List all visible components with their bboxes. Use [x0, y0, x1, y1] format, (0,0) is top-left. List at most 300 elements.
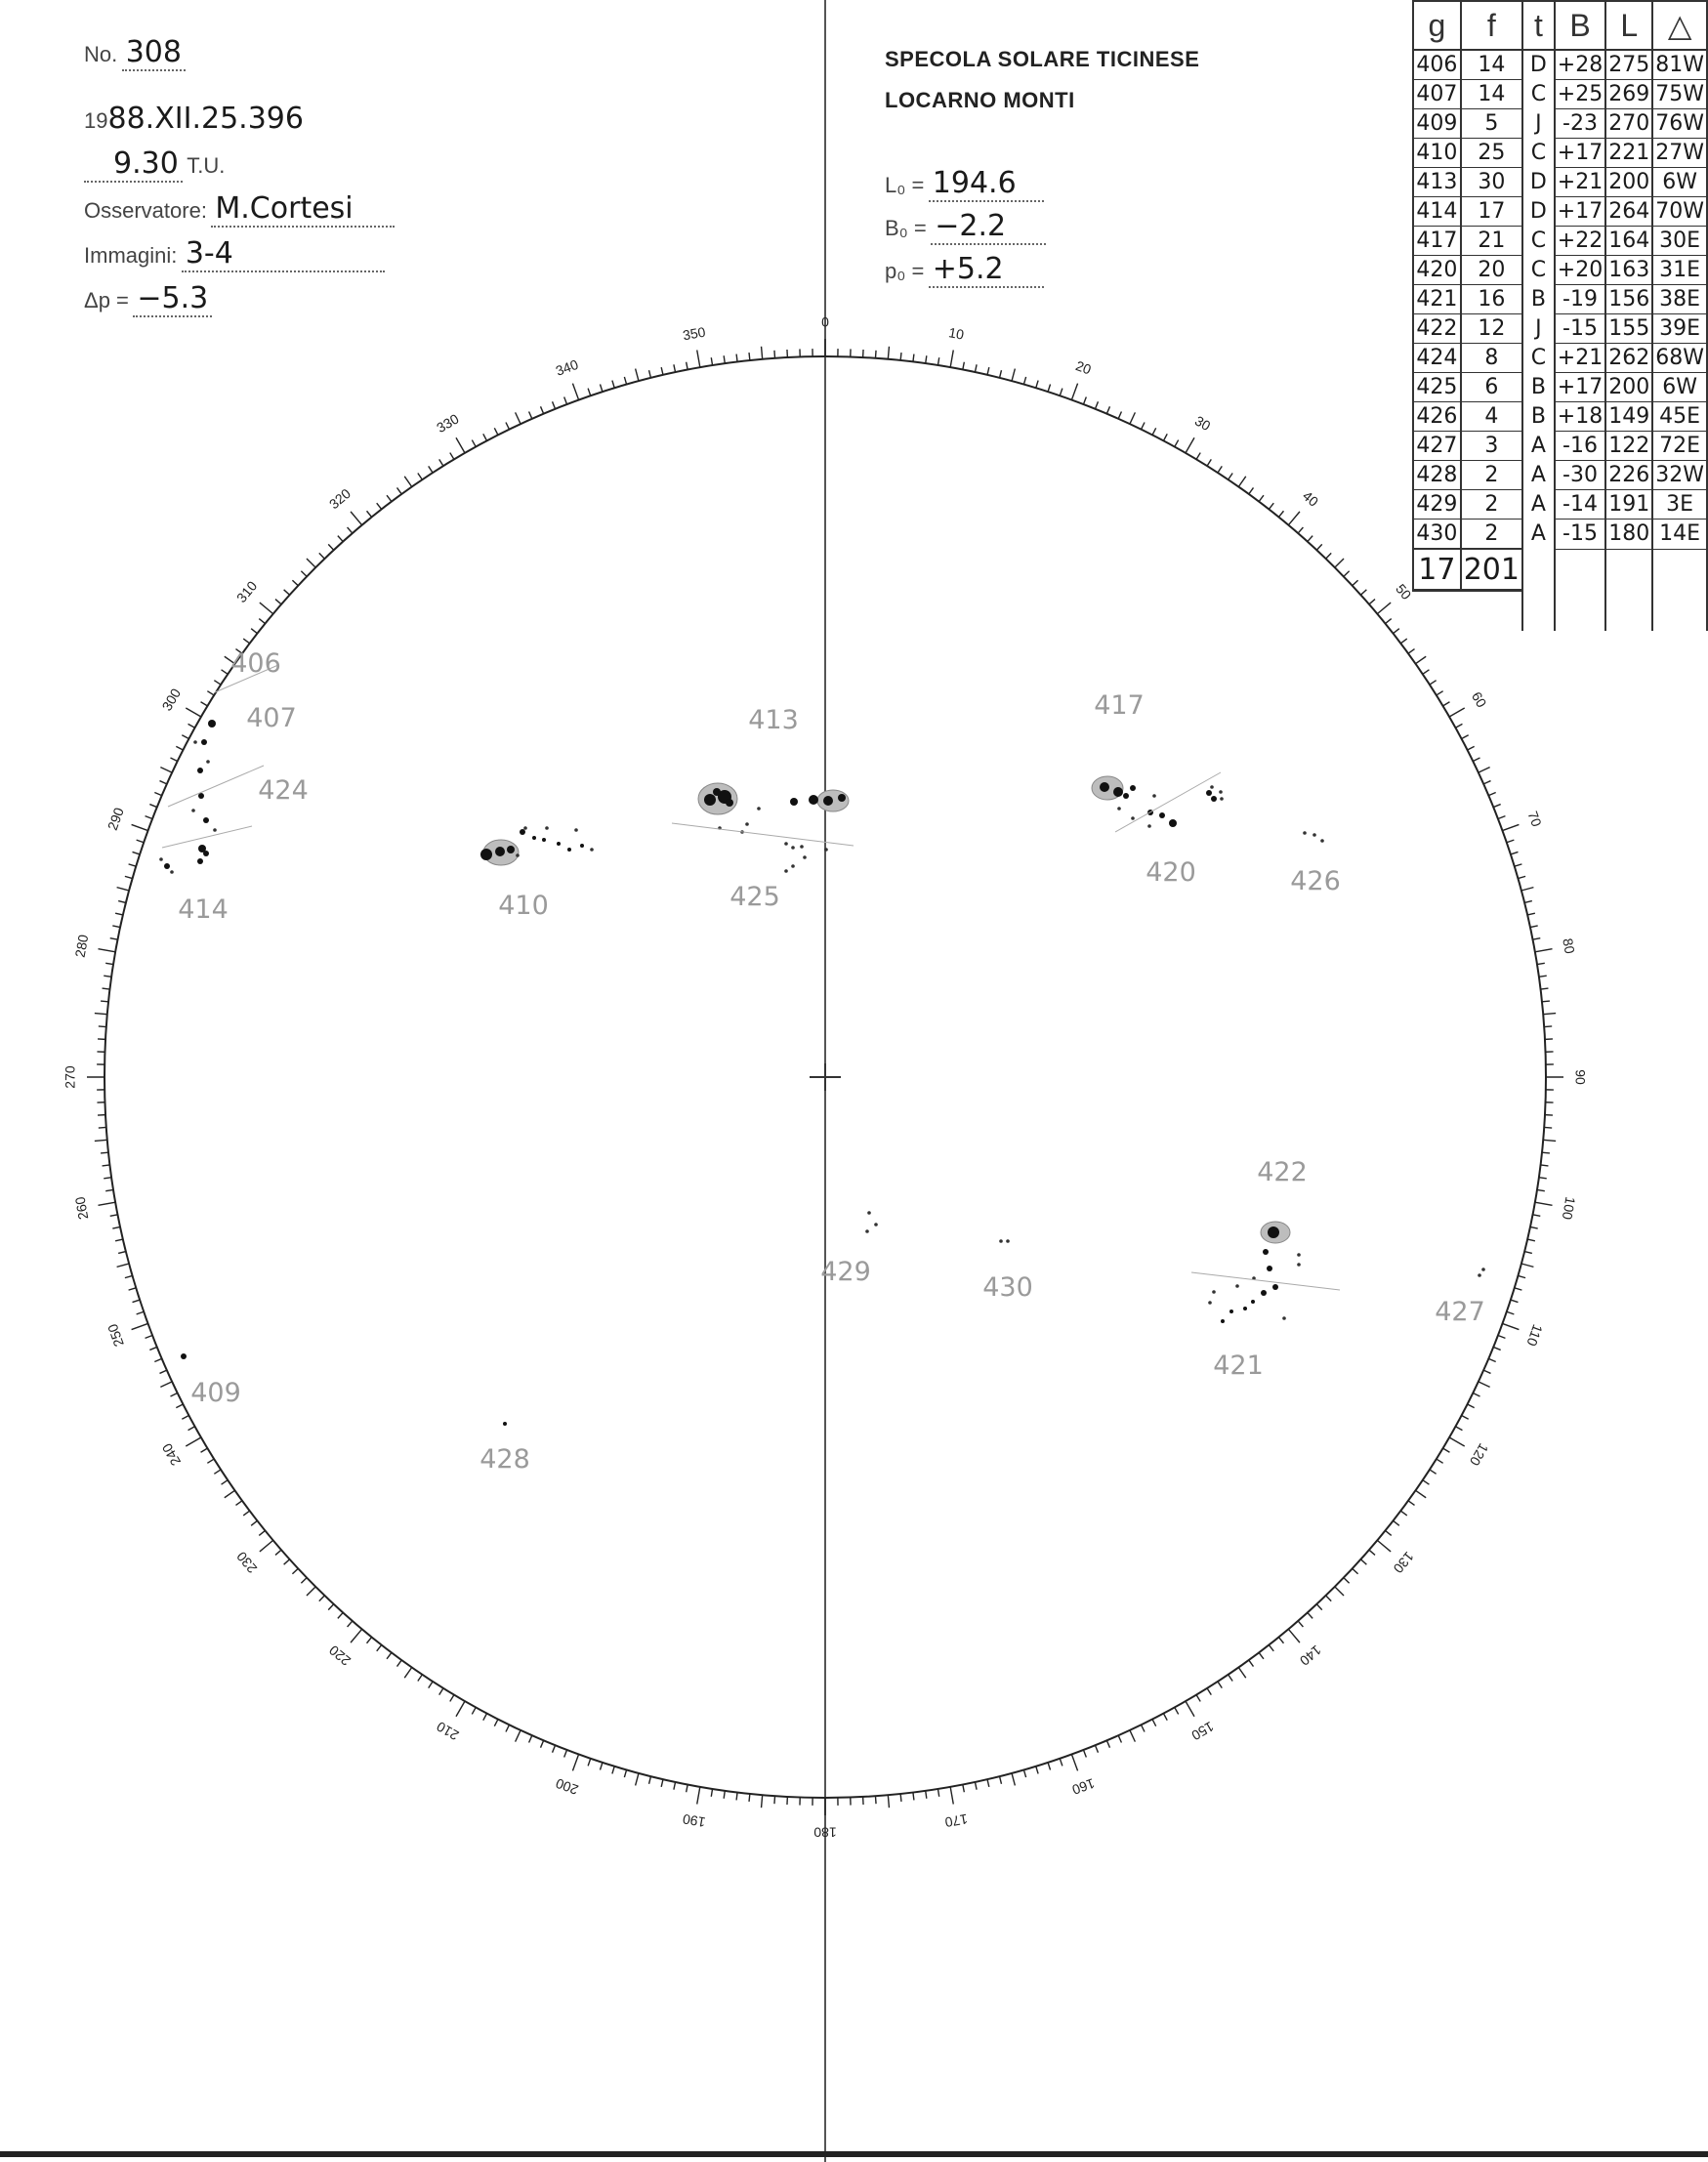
table-cell: +21 [1555, 344, 1605, 373]
scale-tick [1344, 1578, 1350, 1584]
scale-tick [1462, 735, 1469, 739]
scale-tick [1360, 1559, 1366, 1564]
scale-tick [1060, 1759, 1062, 1767]
scale-label: 150 [1188, 1718, 1217, 1744]
sunspot-umbra [1263, 1249, 1269, 1255]
scale-tick [1430, 681, 1437, 685]
sunspot-umbra [495, 847, 505, 856]
scale-tick [456, 437, 465, 453]
scale-tick [149, 805, 156, 808]
scale-tick [674, 1782, 676, 1790]
table-cell: 68W [1652, 344, 1707, 373]
sunspot-umbra [838, 794, 846, 802]
scale-tick [1377, 1540, 1391, 1552]
scale-tick [1142, 1725, 1146, 1731]
scale-label: 220 [325, 1642, 354, 1670]
scale-tick [774, 351, 775, 358]
scale-tick [201, 1448, 208, 1452]
scale-tick [1288, 512, 1300, 525]
scale-label: 350 [681, 323, 707, 344]
scale-tick [1386, 619, 1392, 624]
scale-tick [1175, 440, 1179, 447]
scale-tick [687, 1784, 688, 1792]
scale-tick [118, 1252, 126, 1254]
scale-tick [900, 1794, 901, 1802]
scale-tick [541, 1740, 544, 1747]
scale-tick [1130, 412, 1135, 424]
scale-label: 280 [71, 933, 92, 959]
sunspot-umbra [1243, 1307, 1247, 1310]
sunspot-umbra [203, 851, 209, 856]
scale-label: 200 [553, 1775, 581, 1799]
scale-tick [588, 1759, 591, 1767]
table-cell: 38E [1652, 285, 1707, 314]
scale-tick [1308, 536, 1312, 542]
group-label: 428 [479, 1444, 530, 1475]
scale-tick [1071, 384, 1077, 400]
scale-tick [319, 1596, 325, 1601]
scale-tick [243, 639, 249, 644]
scale-tick [105, 963, 113, 964]
scale-tick [1196, 453, 1200, 460]
sunspot-pore [1478, 1273, 1481, 1277]
table-cell: 16 [1461, 285, 1522, 314]
col-header-l: L [1605, 1, 1652, 50]
scale-tick [975, 364, 977, 372]
scale-tick [129, 1288, 137, 1290]
table-cell: 12 [1461, 314, 1522, 344]
sunspot-umbra [197, 858, 203, 864]
scale-tick [1369, 600, 1375, 604]
scale-tick [1468, 746, 1475, 750]
scale-tick [259, 1530, 265, 1535]
scale-tick [1507, 1311, 1515, 1314]
scale-tick [1118, 411, 1121, 418]
table-cell: 191 [1605, 490, 1652, 520]
table-cell: 270 [1605, 109, 1652, 139]
scale-tick [1542, 1152, 1550, 1153]
scale-tick [724, 1791, 725, 1799]
table-cell: 421 [1413, 285, 1461, 314]
scale-label: 260 [71, 1195, 92, 1222]
scale-tick [1369, 1550, 1375, 1555]
table-cell: 2 [1461, 490, 1522, 520]
scale-tick [1521, 888, 1534, 891]
scale-tick [762, 1795, 763, 1808]
date-value: 88.XII.25.396 [107, 102, 304, 136]
table-cell: 2 [1461, 461, 1522, 490]
scale-tick [1000, 370, 1002, 378]
scale-tick [564, 397, 567, 404]
table-cell: 32W [1652, 461, 1707, 490]
scale-tick [1326, 1596, 1332, 1601]
table-cell: -30 [1555, 461, 1605, 490]
scale-tick [456, 1701, 465, 1717]
table-cell: -15 [1555, 520, 1605, 550]
scale-tick [397, 1660, 402, 1666]
scale-label: 130 [1390, 1548, 1418, 1577]
scale-tick [105, 1189, 113, 1190]
table-cell: 409 [1413, 109, 1461, 139]
images-value: 3-4 [182, 236, 385, 272]
scale-tick [146, 1335, 152, 1338]
scale-tick [975, 1782, 977, 1790]
scale-tick [736, 354, 737, 362]
group-label: 430 [982, 1272, 1033, 1303]
scale-tick [588, 389, 591, 396]
scale-tick [762, 347, 763, 359]
scale-tick [251, 1520, 257, 1525]
scale-tick [146, 816, 152, 819]
table-cell: +20 [1555, 256, 1605, 285]
scale-tick [117, 888, 130, 891]
scale-tick [387, 495, 392, 501]
table-cell: 30E [1652, 227, 1707, 256]
scale-tick [1502, 824, 1519, 830]
scale-tick [1524, 901, 1532, 903]
sunspot-pore [1235, 1284, 1239, 1288]
sunspot-pore [757, 807, 761, 811]
table-cell: J [1522, 109, 1555, 139]
scale-tick [1269, 503, 1273, 509]
scale-tick [338, 1612, 343, 1618]
scale-tick [160, 768, 172, 772]
scale-tick [1218, 466, 1222, 473]
scale-tick [1095, 1745, 1098, 1752]
table-cell: 75W [1652, 80, 1707, 109]
scale-tick [1278, 511, 1283, 517]
sheet-number-value: 308 [122, 35, 186, 71]
scale-tick [1308, 1612, 1312, 1618]
table-cell: A [1522, 461, 1555, 490]
table-cell: 180 [1605, 520, 1652, 550]
sunspot-umbra [203, 817, 209, 823]
table-cell: 410 [1413, 139, 1461, 168]
group-label: 421 [1213, 1351, 1264, 1381]
scale-tick [506, 422, 510, 429]
scale-tick [1259, 495, 1264, 501]
scale-tick [1511, 1300, 1519, 1302]
scale-tick [132, 1323, 148, 1329]
param-p0-value: +5.2 [929, 252, 1044, 288]
scale-tick [1430, 1470, 1437, 1474]
scale-tick [483, 434, 487, 440]
table-cell: 226 [1605, 461, 1652, 490]
scale-tick [1048, 1763, 1050, 1770]
scale-tick [387, 1652, 392, 1658]
scale-tick [159, 781, 166, 784]
scale-tick [963, 362, 965, 370]
scale-tick [1507, 840, 1515, 843]
scale-tick [1532, 1215, 1540, 1217]
sunspot-umbra [1159, 812, 1165, 818]
scale-tick [1455, 1427, 1462, 1431]
scale-tick [1462, 1415, 1469, 1419]
scale-tick [112, 926, 120, 928]
sunspot-umbra [1100, 782, 1109, 792]
scale-tick [1095, 401, 1098, 408]
sunspot-pore [545, 826, 549, 830]
scale-label: 180 [813, 1824, 837, 1841]
table-cell: 25 [1461, 139, 1522, 168]
scale-tick [636, 369, 639, 382]
table-cell: 6W [1652, 373, 1707, 402]
scale-tick [1544, 1127, 1552, 1128]
table-cell: A [1522, 520, 1555, 550]
table-cell: 70W [1652, 197, 1707, 227]
scale-tick [118, 901, 126, 903]
scale-tick [950, 350, 953, 367]
scale-tick [1515, 1288, 1522, 1290]
sunspot-umbra [1272, 1284, 1278, 1290]
table-cell: 200 [1605, 168, 1652, 197]
scale-tick [115, 1239, 123, 1241]
scale-tick [1360, 590, 1366, 595]
table-cell: 4 [1461, 402, 1522, 432]
scale-tick [1535, 949, 1553, 952]
scale-label: 30 [1191, 412, 1214, 435]
scale-tick [154, 793, 161, 796]
table-cell: 39E [1652, 314, 1707, 344]
scale-tick [553, 401, 556, 408]
scale-label: 310 [232, 577, 261, 606]
scale-tick [506, 1725, 510, 1731]
scale-tick [1544, 1026, 1552, 1027]
scale-tick [328, 544, 333, 550]
scale-tick [439, 459, 443, 466]
scale-tick [1498, 816, 1505, 819]
param-l0-label: L₀ = [885, 173, 925, 197]
scale-tick [201, 702, 208, 706]
scale-tick [397, 487, 402, 493]
scale-tick [937, 1789, 938, 1797]
scale-tick [774, 1796, 775, 1804]
scale-label: 60 [1468, 688, 1490, 711]
scale-tick [176, 746, 183, 750]
group-label: 425 [729, 882, 780, 912]
scale-tick [1524, 1252, 1532, 1254]
table-cell: 3 [1461, 432, 1522, 461]
sunspot-umbra [1211, 796, 1217, 802]
scale-tick [1479, 1382, 1490, 1387]
scale-tick [284, 1559, 290, 1564]
table-cell: 420 [1413, 256, 1461, 285]
sunspot-pore [206, 760, 210, 764]
scale-tick [674, 364, 676, 372]
scale-tick [328, 1604, 333, 1610]
scale-tick [301, 1578, 307, 1584]
scale-label: 210 [434, 1718, 462, 1744]
sunspot-umbra [164, 863, 170, 869]
sunspot-umbra [1268, 1227, 1279, 1238]
sunspot-umbra [1130, 785, 1136, 791]
scale-tick [1130, 1730, 1135, 1742]
group-label: 422 [1257, 1157, 1308, 1187]
scale-tick [1259, 1652, 1264, 1658]
scale-tick [222, 1480, 229, 1484]
scale-tick [926, 1791, 927, 1799]
sunspot-pore [999, 1239, 1003, 1243]
scale-tick [749, 353, 750, 360]
table-cell: 122 [1605, 432, 1652, 461]
scale-tick [1186, 437, 1194, 453]
col-header-f: f [1461, 1, 1522, 50]
table-cell: 414 [1413, 197, 1461, 227]
scale-tick [494, 428, 498, 435]
scale-tick [188, 1427, 195, 1431]
scale-tick [429, 466, 433, 473]
table-cell: C [1522, 344, 1555, 373]
sunspot-pore [1312, 833, 1316, 837]
table-cell: 425 [1413, 373, 1461, 402]
scale-tick [1535, 1202, 1553, 1205]
scale-tick [284, 590, 290, 595]
scale-label: 110 [1523, 1322, 1546, 1349]
scale-tick [1238, 1668, 1245, 1679]
scale-tick [243, 1511, 249, 1516]
group-label: 413 [748, 705, 799, 735]
scale-tick [913, 354, 914, 362]
scale-tick [351, 1629, 362, 1642]
table-cell: 424 [1413, 344, 1461, 373]
scale-tick [1443, 702, 1450, 706]
scale-label: 270 [62, 1065, 78, 1089]
table-cell: 406 [1413, 50, 1461, 80]
scale-tick [154, 1358, 161, 1361]
scale-tick [1278, 1638, 1283, 1643]
scale-tick [987, 1779, 989, 1787]
scale-tick [1316, 544, 1321, 550]
scale-tick [99, 1127, 106, 1128]
scale-tick [1394, 629, 1399, 634]
scale-tick [1196, 1695, 1200, 1702]
sunspot-pore [1297, 1253, 1301, 1257]
scale-tick [115, 913, 123, 915]
group-label: 417 [1094, 690, 1145, 721]
sunspot-pore [865, 1229, 869, 1233]
scale-label: 100 [1559, 1195, 1579, 1222]
scale-tick [307, 1587, 315, 1596]
scale-tick [1530, 1227, 1538, 1228]
scale-tick [149, 1347, 156, 1350]
scale-tick [133, 852, 141, 853]
scale-tick [1269, 1645, 1273, 1651]
scale-tick [1479, 768, 1490, 772]
table-cell: D [1522, 168, 1555, 197]
table-cell: +22 [1555, 227, 1605, 256]
scale-tick [301, 571, 307, 577]
scale-tick [1542, 1001, 1550, 1002]
scale-tick [159, 1370, 166, 1373]
sunspot-umbra [1221, 1319, 1225, 1323]
sunspot-pore [867, 1211, 871, 1215]
scale-tick [1386, 1530, 1392, 1535]
scale-label: 250 [104, 1321, 127, 1350]
sunspot-pore [1220, 797, 1224, 801]
sheet-number-label: No. [84, 42, 118, 66]
scale-tick [1207, 1688, 1211, 1695]
scale-tick [1400, 1511, 1406, 1516]
param-b0-label: B₀ = [885, 216, 927, 240]
scale-tick [1394, 1520, 1399, 1525]
table-cell: 429 [1413, 490, 1461, 520]
table-cell: D [1522, 50, 1555, 80]
scale-tick [132, 824, 148, 830]
group-label: 429 [820, 1257, 871, 1287]
scale-tick [1316, 1604, 1321, 1610]
scale-tick [711, 357, 712, 365]
group-label: 414 [178, 894, 229, 925]
scale-tick [1335, 1587, 1344, 1596]
scale-tick [1543, 1014, 1556, 1015]
scale-tick [1518, 1275, 1525, 1277]
table-cell: 163 [1605, 256, 1652, 285]
sunspot-pore [800, 845, 804, 849]
scale-tick [1060, 389, 1062, 396]
sunspot-pore [784, 842, 788, 846]
scale-tick [661, 1779, 663, 1787]
scale-tick [937, 357, 938, 365]
sunspot-penumbra [698, 783, 737, 814]
scale-tick [429, 1682, 433, 1688]
table-cell: 200 [1605, 373, 1652, 402]
sunspot-pore [1152, 794, 1156, 798]
pencil-guide-line [1115, 772, 1221, 832]
sunspot-umbra [1261, 1290, 1267, 1296]
scale-tick [1152, 428, 1156, 435]
total-groups: 17 [1413, 549, 1461, 591]
scale-tick [101, 1152, 108, 1153]
table-cell: A [1522, 432, 1555, 461]
time-label: T.U. [187, 153, 226, 178]
sunspot-pore [1131, 816, 1135, 820]
table-cell: 81W [1652, 50, 1707, 80]
scale-tick [125, 1275, 133, 1277]
scale-tick [624, 1769, 626, 1777]
scale-tick [377, 503, 382, 509]
sunspot-pore [791, 864, 795, 868]
table-cell: 6 [1461, 373, 1522, 402]
scale-tick [1473, 1393, 1479, 1397]
scale-tick [529, 1735, 532, 1742]
table-cell: J [1522, 314, 1555, 344]
group-label: 420 [1146, 857, 1196, 888]
group-label: 409 [190, 1378, 241, 1408]
scale-tick [1408, 649, 1414, 654]
scale-tick [99, 1026, 106, 1027]
sunspot-umbra [713, 788, 721, 796]
table-cell: 14 [1461, 80, 1522, 109]
scale-tick [1493, 1347, 1500, 1350]
scale-tick [98, 1202, 115, 1205]
table-cell: +28 [1555, 50, 1605, 80]
group-label: 427 [1435, 1297, 1485, 1327]
scale-tick [292, 580, 298, 585]
sunspot-umbra [1123, 793, 1129, 799]
param-l0-value: 194.6 [929, 166, 1044, 202]
scale-tick [1416, 656, 1427, 663]
table-cell: 45E [1652, 402, 1707, 432]
group-label: 424 [258, 775, 309, 806]
table-cell: 407 [1413, 80, 1461, 109]
scale-tick [418, 474, 422, 480]
table-cell: 17 [1461, 197, 1522, 227]
sunspot-umbra [809, 795, 818, 805]
group-label: 426 [1290, 866, 1341, 896]
table-cell: 76W [1652, 109, 1707, 139]
scale-tick [1543, 1140, 1556, 1141]
pencil-guide-line [168, 766, 264, 807]
